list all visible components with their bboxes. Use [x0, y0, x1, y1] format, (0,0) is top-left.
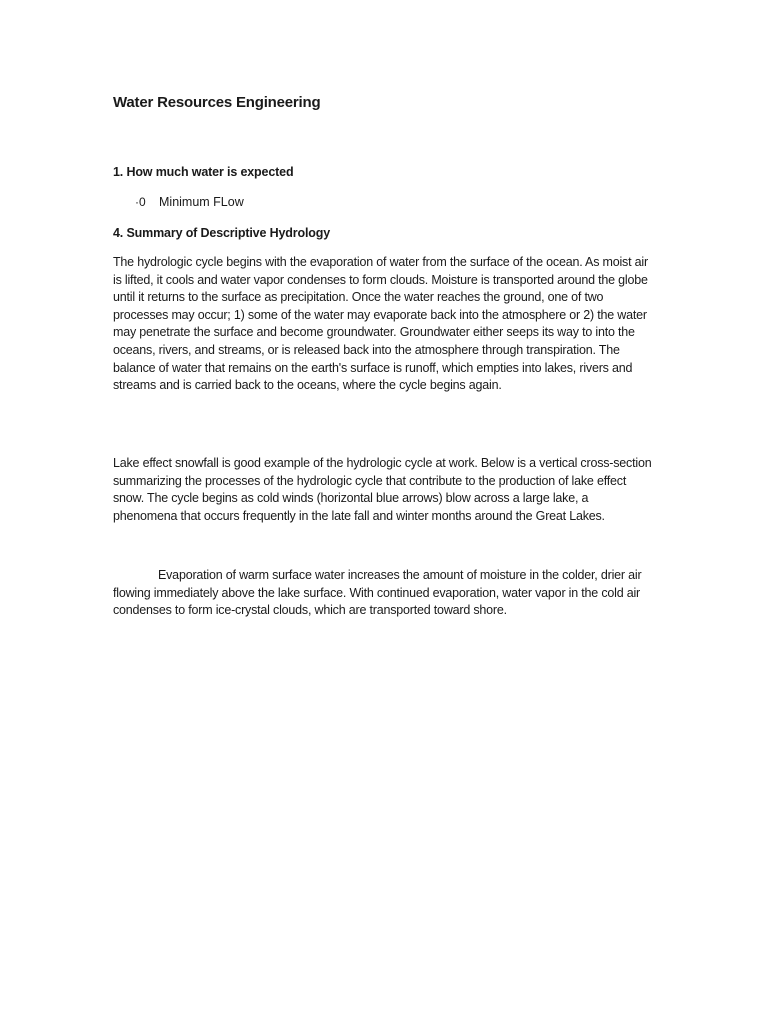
document-title: Water Resources Engineering: [113, 94, 321, 111]
paragraph-hydrologic-cycle: The hydrologic cycle begins with the evaporation of water from the surface of the ocean. As moist air is lifted, it cools and water vapor condenses to form clouds. Moisture is transported around the globe until it returns to the surface as precipitation. Once the water reaches the ground, one of two processes may occur; 1) some of the water may evaporate back into the atmosphere or 2) the water may penetrate the surface and become groundwater. Groundwater either seeps its way to into the oceans, rivers, and streams, or is released back into the atmosphere through transpiration. The balance of water that remains on the earth's surface is runoff, which empties into lakes, rivers and streams and is carried back to the oceans, where the cycle begins again.: [113, 255, 648, 393]
paragraph-lake-effect-snowfall: Lake effect snowfall is good example of the hydrologic cycle at work. Below is a vertical cross-section summarizing the processes of the hydrologic cycle that contribute to the production of lake effect snow. The cycle begins as cold winds (horizontal blue arrows) blow across a large lake, a phenomena that occurs frequently in the late fall and winter months around the Great Lakes.: [113, 456, 652, 523]
section-heading-water-expected: 1. How much water is expected: [113, 165, 294, 179]
bullet-list-item: [135, 195, 244, 209]
section-heading-descriptive-hydrology: 4. Summary of Descriptive Hydrology: [113, 226, 331, 240]
paragraph-evaporation: Evaporation of warm surface water increases the amount of moisture in the colder, drier air flowing immediately above the lake surface. With continued evaporation, water vapor in the cold air condenses to form ice-crystal clouds, which are transported toward shore.: [113, 568, 642, 618]
bullet-marker: ·0: [135, 195, 146, 209]
bullet-text: Minimum FLow: [159, 195, 244, 209]
